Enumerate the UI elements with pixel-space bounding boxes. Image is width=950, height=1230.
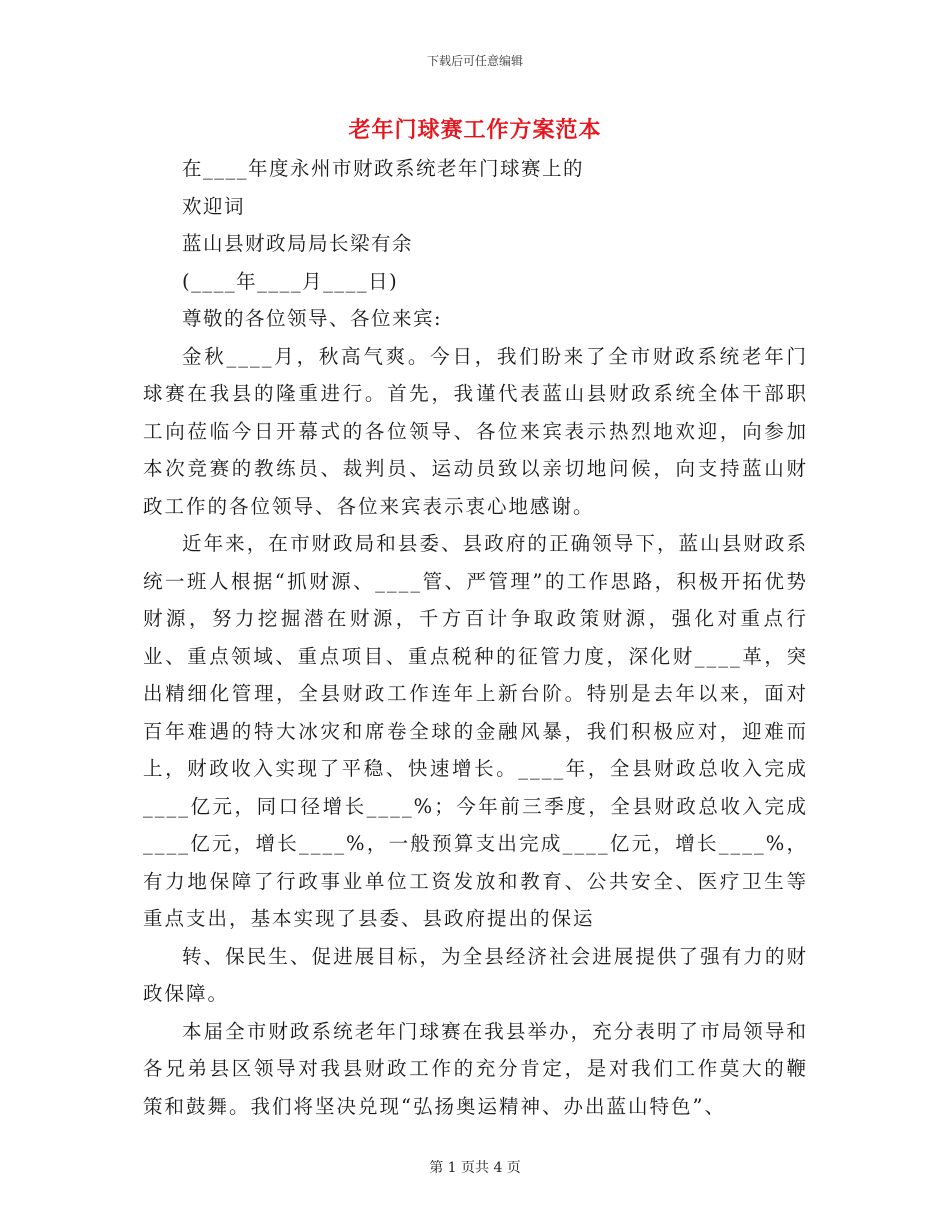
intro-line: 在____年度永州市财政系统老年门球赛上的 — [182, 157, 585, 180]
page-header-note: 下载后可任意编辑 — [426, 54, 523, 68]
paragraph: 转、保民生、促进展目标，为全县经济社会进展提供了强有力的财政保障。 — [143, 944, 808, 1005]
intro-line: 欢迎词 — [182, 194, 246, 218]
document-body — [143, 150, 808, 1125]
intro-line: 蓝山县财政局局长梁有余 — [182, 232, 414, 255]
intro-line: (____年____月____日) — [182, 269, 399, 293]
paragraph: 金秋____月，秋高气爽。今日，我们盼来了全市财政系统老年门球赛在我县的隆重进行。首先，我谨代表蓝山县财政系统全体干部职工向莅临今日开幕式的各位领导、各位来宾表示热烈地欢迎，向参加本次竞赛的教练员、裁判员、运动员致以亲切地问候，向支持蓝山财政工作的各位领导、各位来宾表示衷心地感谢。 — [143, 344, 808, 518]
salutation: 尊敬的各位领导、各位来宾: — [182, 307, 443, 330]
paragraph: 本届全市财政系统老年门球赛在我县举办，充分表明了市局领导和各兄弟县区领导对我县财政工作的充分肯定，是对我们工作莫大的鞭策和鼓舞。我们将坚决兑现“弘扬奥运精神、办出蓝山特色”、 — [143, 1019, 808, 1118]
page-number: 第 1 页共 4 页 — [429, 1160, 521, 1176]
document-title: 老年门球赛工作方案范本 — [348, 117, 602, 143]
paragraph: 近年来，在市财政局和县委、县政府的正确领导下，蓝山县财政系统一班人根据“抓财源、____管、严管理”的工作思路，积极开拓优势财源，努力挖掘潜在财源，千方百计争取政策财源，强化对重点行业、重点领域、重点项目、重点税种的征管力度，深化财____革，突出精细化管理，全县财政工作连年上新台阶。特别是去年以来，面对百年难遇的特大冰灾和席卷全球的金融风暴，我们积极应对，迎难而上，财政收入实现了平稳、快速增长。____年，全县财政总收入完成____亿元，同口径增长____%；今年前三季度，全县财政总收入完成____亿元，增长____%，一般预算支出完成____亿元，增长____%，有力地保障了行政事业单位工资发放和教育、公共安全、医疗卫生等重点支出，基本实现了县委、县政府提出的保运 — [143, 532, 808, 930]
